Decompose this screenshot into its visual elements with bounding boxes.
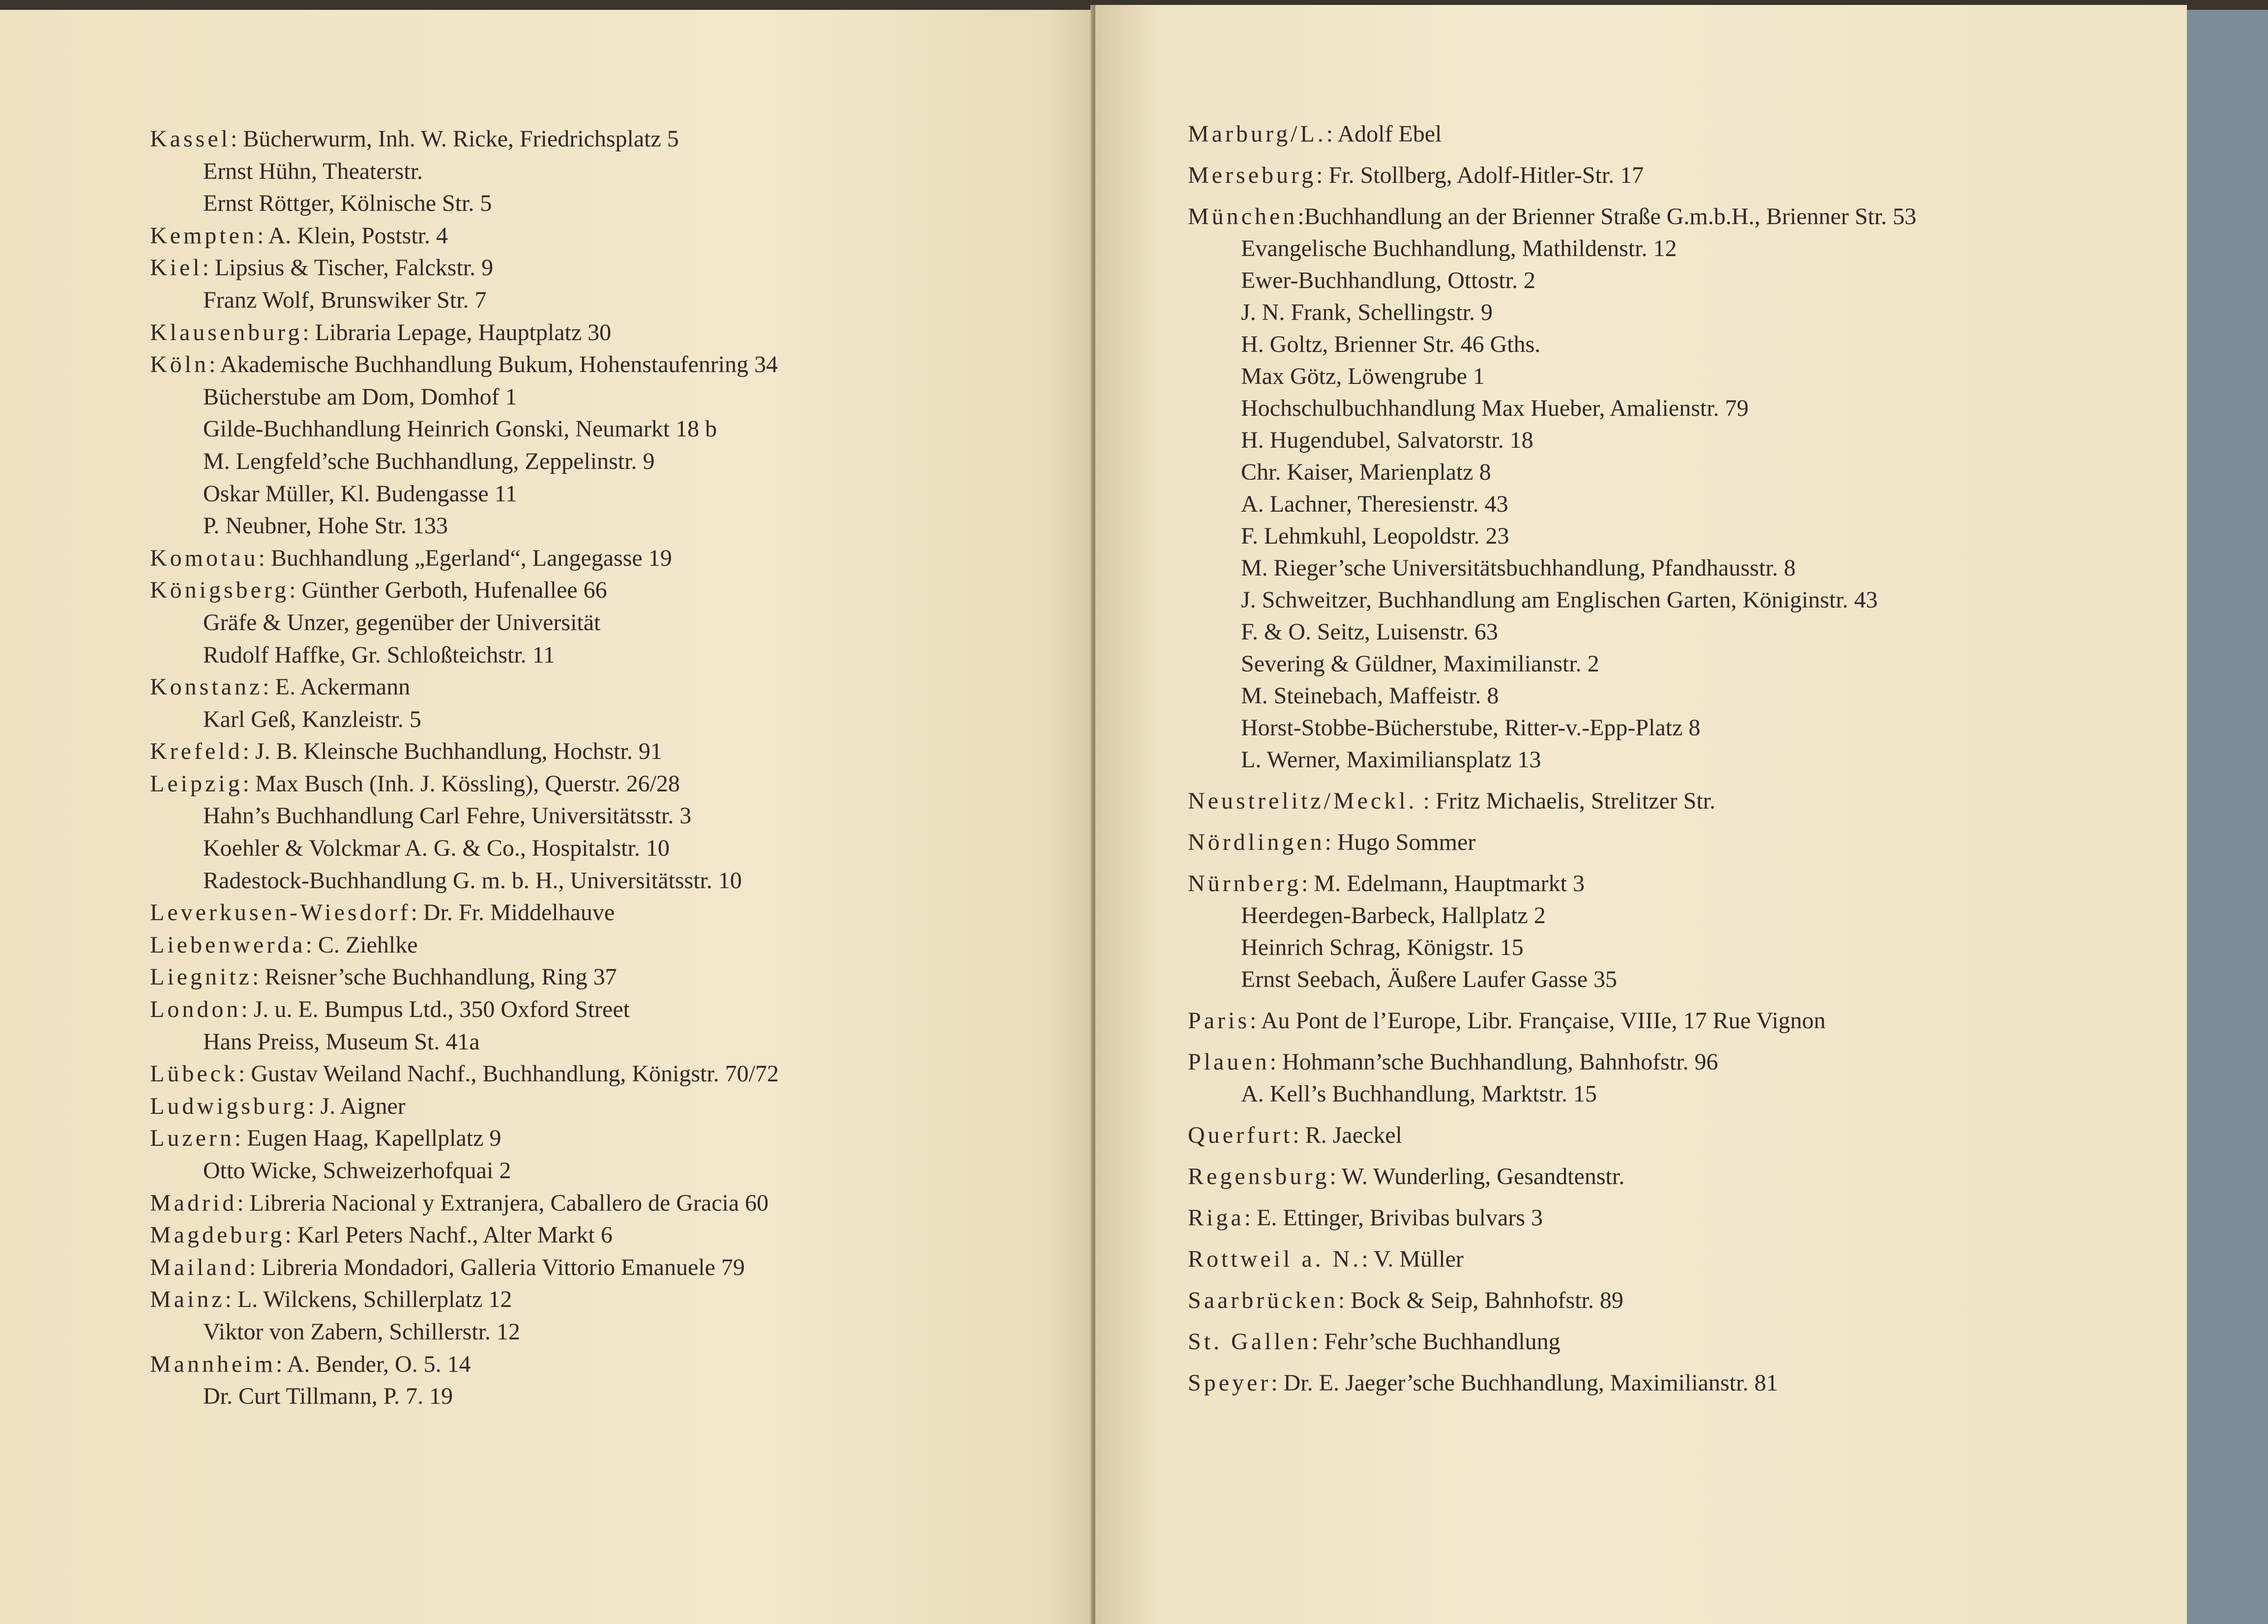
additional-shop: Ernst Seebach, Äußere Laufer Gasse 35 bbox=[1241, 966, 1618, 992]
shop-text: E. Ackermann bbox=[275, 674, 411, 700]
additional-shop: A. Lachner, Theresienstr. 43 bbox=[1241, 491, 1508, 517]
bookshop-entry bbox=[150, 574, 779, 671]
bookshop-entry bbox=[150, 897, 779, 929]
shop-text: Dr. Fr. Middelhauve bbox=[423, 899, 615, 926]
bookshop-entry bbox=[1188, 1046, 1916, 1110]
bookshop-entry bbox=[1188, 1243, 1916, 1275]
city-name: Speyer bbox=[1188, 1370, 1271, 1396]
city-name: Neustrelitz/Meckl. bbox=[1188, 788, 1417, 814]
entry-main-line bbox=[150, 1348, 779, 1381]
entry-main-line bbox=[1188, 1326, 1916, 1358]
city-name: Leverkusen-Wiesdorf bbox=[150, 899, 411, 926]
city-name: Plauen bbox=[1188, 1049, 1270, 1075]
shop-text: Libraria Lepage, Hauptplatz 30 bbox=[315, 319, 612, 346]
bookshop-entry bbox=[1188, 1284, 1916, 1316]
shop-text: Dr. E. Jaeger’sche Buchhandlung, Maximilianstr. 81 bbox=[1283, 1370, 1778, 1396]
entry-main-line bbox=[150, 123, 779, 155]
shop-text: A. Klein, Poststr. 4 bbox=[268, 222, 448, 249]
city-separator: : bbox=[1271, 1370, 1284, 1396]
entry-main-line bbox=[1188, 1202, 1916, 1234]
entry-main-line bbox=[1188, 826, 1916, 858]
city-separator: : bbox=[1329, 1163, 1342, 1189]
city-name: Paris bbox=[1188, 1008, 1250, 1034]
shop-text: Bock & Seip, Bahnhofstr. 89 bbox=[1351, 1287, 1623, 1313]
bookshop-entry bbox=[150, 735, 779, 768]
left-page bbox=[0, 10, 1092, 1624]
city-separator: : bbox=[249, 1254, 262, 1280]
shop-text: Günther Gerboth, Hufenallee 66 bbox=[301, 577, 607, 604]
additional-shop: H. Hugendubel, Salvatorstr. 18 bbox=[1241, 427, 1533, 453]
additional-shop: Heerdegen-Barbeck, Hallplatz 2 bbox=[1241, 902, 1546, 928]
additional-shop: Max Götz, Löwengrube 1 bbox=[1241, 363, 1485, 389]
additional-shop: Hahn’s Buchhandlung Carl Fehre, Universitätsstr. 3 bbox=[203, 803, 692, 829]
city-name: Rottweil a. N. bbox=[1188, 1246, 1362, 1272]
shop-text: Libreria Mondadori, Galleria Vittorio Emanuele 79 bbox=[262, 1254, 745, 1280]
additional-shop: F. & O. Seitz, Luisenstr. 63 bbox=[1241, 619, 1498, 645]
additional-shop: Severing & Güldner, Maximilianstr. 2 bbox=[1241, 651, 1599, 677]
additional-shop: M. Rieger’sche Universitätsbuchhandlung, Pfandhausstr. 8 bbox=[1241, 555, 1796, 581]
entry-main-line bbox=[150, 1283, 779, 1316]
city-separator: : bbox=[209, 351, 220, 378]
entry-main-line bbox=[150, 768, 779, 800]
entry-main-line bbox=[150, 1219, 779, 1251]
bookshop-entry bbox=[1188, 1160, 1916, 1192]
city-separator: : bbox=[1293, 1122, 1305, 1148]
additional-shop: M. Steinebach, Maffeistr. 8 bbox=[1241, 683, 1499, 709]
entry-main-line bbox=[1188, 785, 1916, 817]
bookshop-entry bbox=[150, 1187, 779, 1219]
city-name: Querfurt bbox=[1188, 1122, 1293, 1148]
additional-shop: Franz Wolf, Brunswiker Str. 7 bbox=[203, 287, 487, 313]
shop-text: Gustav Weiland Nachf., Buchhandlung, Königstr. 70/72 bbox=[251, 1061, 779, 1087]
bookshop-entry bbox=[150, 542, 779, 575]
shop-text: Fehr’sche Buchhandlung bbox=[1324, 1329, 1561, 1355]
city-name: Mannheim bbox=[150, 1351, 276, 1377]
city-name: Klausenburg bbox=[150, 319, 303, 346]
city-name: Komotau bbox=[150, 545, 259, 571]
bookshop-entry bbox=[150, 317, 779, 349]
city-name: München bbox=[1188, 203, 1298, 230]
additional-shop: Gilde-Buchhandlung Heinrich Gonski, Neumarkt 18 b bbox=[203, 416, 717, 442]
bookshop-entry bbox=[150, 1251, 779, 1284]
additional-shop: A. Kell’s Buchhandlung, Marktstr. 15 bbox=[1241, 1081, 1597, 1107]
city-separator: : bbox=[1269, 1049, 1282, 1075]
bookshop-entry bbox=[150, 1283, 779, 1348]
additional-shop: Ernst Röttger, Kölnische Str. 5 bbox=[203, 190, 492, 217]
entry-main-line bbox=[150, 1058, 779, 1090]
shop-text: R. Jaeckel bbox=[1305, 1122, 1402, 1148]
shop-text: A. Bender, O. 5. 14 bbox=[287, 1351, 471, 1377]
entry-main-line bbox=[1188, 1046, 1916, 1078]
entry-main-line bbox=[150, 1090, 779, 1123]
bookshop-entry bbox=[150, 1219, 779, 1251]
additional-shop: Rudolf Haffke, Gr. Schloßteichstr. 11 bbox=[203, 641, 555, 668]
right-page bbox=[1095, 5, 2187, 1624]
additional-shop: Gräfe & Unzer, gegenüber der Universität bbox=[203, 609, 601, 636]
city-name: Krefeld bbox=[150, 738, 243, 765]
shop-text: Karl Peters Nachf., Alter Markt 6 bbox=[297, 1222, 613, 1248]
shop-text: Max Busch (Inh. J. Kössling), Querstr. 26/28 bbox=[255, 770, 680, 797]
city-name: Merseburg bbox=[1188, 162, 1317, 188]
entry-main-line bbox=[150, 1251, 779, 1284]
shop-text: Buchhandlung „Egerland“, Langegasse 19 bbox=[270, 545, 672, 571]
bookshop-entry bbox=[150, 929, 779, 961]
bookshop-entry bbox=[1188, 1367, 1916, 1399]
city-separator: : bbox=[308, 1093, 321, 1119]
shop-text: Au Pont de l’Europe, Libr. Française, VIIIe, 17 Rue Vignon bbox=[1261, 1008, 1826, 1034]
shop-text: Eugen Haag, Kapellplatz 9 bbox=[247, 1125, 501, 1152]
shop-text: Fritz Michaelis, Strelitzer Str. bbox=[1435, 788, 1716, 814]
bookshop-entry bbox=[150, 1090, 779, 1123]
entry-main-line bbox=[150, 348, 779, 381]
shop-text: Hohmann’sche Buchhandlung, Bahnhofstr. 96 bbox=[1282, 1049, 1718, 1075]
additional-shop: Viktor von Zabern, Schillerstr. 12 bbox=[203, 1318, 520, 1345]
bookshop-entry bbox=[150, 993, 779, 1058]
book-cover-edge bbox=[2183, 10, 2268, 1624]
bookshop-entry bbox=[1188, 1005, 1916, 1037]
shop-text: J. B. Kleinsche Buchhandlung, Hochstr. 91 bbox=[255, 738, 662, 765]
entry-main-line bbox=[1188, 1367, 1916, 1399]
additional-shop: M. Lengfeld’sche Buchhandlung, Zeppelinstr. 9 bbox=[203, 448, 655, 474]
city-separator: : bbox=[263, 674, 275, 700]
city-name: Leipzig bbox=[150, 770, 243, 797]
city-separator: : bbox=[258, 545, 271, 571]
additional-shop: L. Werner, Maximiliansplatz 13 bbox=[1241, 747, 1541, 773]
city-name: Kiel bbox=[150, 255, 203, 281]
additional-shop: Heinrich Schrag, Königstr. 15 bbox=[1241, 934, 1524, 960]
entry-main-line bbox=[1188, 1243, 1916, 1275]
entry-main-line bbox=[150, 1122, 779, 1155]
shop-text: Reisner’sche Buchhandlung, Ring 37 bbox=[265, 964, 617, 990]
entry-main-line bbox=[150, 252, 779, 284]
bookshop-entry bbox=[150, 123, 779, 220]
entry-main-line bbox=[1188, 1160, 1916, 1192]
shop-text: Fr. Stollberg, Adolf-Hitler-Str. 17 bbox=[1328, 162, 1644, 188]
bookshop-entry bbox=[1188, 1326, 1916, 1358]
city-separator: : bbox=[305, 931, 318, 958]
city-separator: : bbox=[237, 1189, 250, 1216]
additional-shop: J. Schweitzer, Buchhandlung am Englischen Garten, Königinstr. 43 bbox=[1241, 587, 1878, 613]
entry-main-line bbox=[150, 574, 779, 607]
city-name: Liegnitz bbox=[150, 964, 252, 990]
entry-main-line bbox=[150, 317, 779, 349]
bookshop-entry bbox=[1188, 1202, 1916, 1234]
bookshop-entry bbox=[1188, 1119, 1916, 1151]
entry-main-line bbox=[150, 220, 779, 252]
entry-main-line bbox=[150, 897, 779, 929]
bookshop-entry bbox=[150, 1122, 779, 1187]
shop-text: E. Ettinger, Brivibas bulvars 3 bbox=[1257, 1205, 1543, 1231]
shop-text: V. Müller bbox=[1373, 1246, 1464, 1272]
bookshop-entry bbox=[150, 1348, 779, 1413]
city-separator: : bbox=[202, 255, 215, 281]
bookshop-entry bbox=[150, 1058, 779, 1090]
entry-main-line bbox=[1188, 201, 1916, 232]
additional-shop: P. Neubner, Hohe Str. 133 bbox=[203, 513, 448, 539]
city-name: Saarbrücken bbox=[1188, 1287, 1338, 1313]
city-separator: : bbox=[225, 1286, 237, 1313]
entry-main-line bbox=[150, 542, 779, 575]
shop-text: L. Wilckens, Schillerplatz 12 bbox=[237, 1286, 512, 1313]
city-separator: : bbox=[1311, 1329, 1325, 1355]
left-page-list bbox=[150, 123, 779, 1413]
entry-main-line bbox=[1188, 159, 1916, 191]
bookshop-entry bbox=[150, 252, 779, 316]
city-name: Kempten bbox=[150, 222, 257, 249]
additional-shop: F. Lehmkuhl, Leopoldstr. 23 bbox=[1241, 523, 1509, 549]
entry-main-line bbox=[1188, 1005, 1916, 1037]
additional-shop: Chr. Kaiser, Marienplatz 8 bbox=[1241, 459, 1491, 485]
shop-text: W. Wunderling, Gesandtenstr. bbox=[1341, 1163, 1625, 1189]
shop-text: Libreria Nacional y Extranjera, Caballero de Gracia 60 bbox=[249, 1189, 769, 1216]
city-name: Riga bbox=[1188, 1205, 1244, 1231]
bookshop-entry bbox=[1188, 201, 1916, 776]
city-name: Mainz bbox=[150, 1286, 225, 1313]
additional-shop: Karl Geß, Kanzleistr. 5 bbox=[203, 706, 421, 732]
additional-shop: Bücherstube am Dom, Domhof 1 bbox=[203, 383, 517, 410]
right-page-list bbox=[1188, 118, 1916, 1408]
shop-text: Bücherwurm, Inh. W. Ricke, Friedrichsplatz 5 bbox=[243, 126, 679, 152]
additional-shop: Horst-Stobbe-Bücherstube, Ritter-v.-Epp-Platz 8 bbox=[1241, 715, 1701, 741]
city-separator: : bbox=[1325, 829, 1337, 855]
shop-text: Buchhandlung an der Brienner Straße G.m.b.H., Brienner Str. 53 bbox=[1304, 203, 1916, 230]
city-name: Marburg/L. bbox=[1188, 121, 1326, 147]
bookshop-entry bbox=[150, 671, 779, 735]
additional-shop: Hans Preiss, Museum St. 41a bbox=[203, 1028, 480, 1055]
city-name: Liebenwerda bbox=[150, 931, 306, 958]
city-name: Regensburg bbox=[1188, 1163, 1330, 1189]
city-separator: : bbox=[1301, 870, 1314, 897]
shop-text: Akademische Buchhandlung Bukum, Hohenstaufenring 34 bbox=[220, 351, 778, 378]
entry-main-line bbox=[150, 929, 779, 961]
city-separator: : bbox=[275, 1351, 287, 1377]
shop-text: J. u. E. Bumpus Ltd., 350 Oxford Street bbox=[253, 996, 630, 1023]
city-separator: : bbox=[252, 964, 265, 990]
city-name: Madrid bbox=[150, 1189, 237, 1216]
city-name: London bbox=[150, 996, 241, 1023]
city-name: Luzern bbox=[150, 1125, 235, 1152]
bookshop-entry bbox=[1188, 785, 1916, 817]
city-separator: : bbox=[234, 1125, 247, 1152]
city-separator: : bbox=[289, 577, 302, 604]
shop-text: Hugo Sommer bbox=[1337, 829, 1476, 855]
entry-main-line bbox=[1188, 1119, 1916, 1151]
city-separator: : bbox=[242, 770, 255, 797]
shop-text: M. Edelmann, Hauptmarkt 3 bbox=[1314, 870, 1585, 897]
city-separator: : bbox=[1361, 1246, 1374, 1272]
city-name: Kassel bbox=[150, 126, 231, 152]
additional-shop: J. N. Frank, Schellingstr. 9 bbox=[1241, 299, 1493, 325]
entry-main-line bbox=[150, 671, 779, 703]
city-separator: : bbox=[1297, 203, 1304, 230]
additional-shop: Dr. Curt Tillmann, P. 7. 19 bbox=[203, 1383, 453, 1410]
city-name: Ludwigsburg bbox=[150, 1093, 308, 1119]
city-separator: : bbox=[242, 738, 255, 765]
shop-text: J. Aigner bbox=[320, 1093, 406, 1119]
additional-shop: Radestock-Buchhandlung G. m. b. H., Universitätsstr. 10 bbox=[203, 867, 742, 894]
additional-shop: Ernst Hühn, Theaterstr. bbox=[203, 158, 423, 184]
additional-shop: Ewer-Buchhandlung, Ottostr. 2 bbox=[1241, 267, 1535, 293]
city-separator: : bbox=[302, 319, 315, 346]
bookshop-entry bbox=[150, 348, 779, 542]
bookshop-entry bbox=[150, 768, 779, 897]
additional-shop: Koehler & Volckmar A. G. & Co., Hospitalstr. 10 bbox=[203, 835, 670, 862]
entry-main-line bbox=[1188, 868, 1916, 899]
bookshop-entry bbox=[1188, 868, 1916, 995]
shop-text: C. Ziehlke bbox=[318, 931, 418, 958]
city-name: Magdeburg bbox=[150, 1222, 285, 1248]
shop-text: Lipsius & Tischer, Falckstr. 9 bbox=[214, 255, 494, 281]
bookshop-entry bbox=[1188, 118, 1916, 150]
additional-shop: Otto Wicke, Schweizerhofquai 2 bbox=[203, 1158, 511, 1184]
additional-shop: Evangelische Buchhandlung, Mathildenstr. 12 bbox=[1241, 235, 1677, 261]
city-separator: : bbox=[1338, 1287, 1351, 1313]
city-name: Lübeck bbox=[150, 1061, 238, 1087]
entry-main-line bbox=[150, 735, 779, 768]
bookshop-entry bbox=[1188, 826, 1916, 858]
city-separator: : bbox=[1326, 121, 1338, 147]
entry-main-line bbox=[1188, 118, 1916, 150]
city-name: St. Gallen bbox=[1188, 1329, 1312, 1355]
shop-text: Adolf Ebel bbox=[1337, 121, 1442, 147]
city-name: Nürnberg bbox=[1188, 870, 1302, 897]
city-separator: : bbox=[241, 996, 254, 1023]
bookshop-entry bbox=[150, 961, 779, 993]
additional-shop: Oskar Müller, Kl. Budengasse 11 bbox=[203, 480, 517, 507]
entry-main-line bbox=[150, 1187, 779, 1219]
city-separator: : bbox=[1316, 162, 1329, 188]
city-separator: : bbox=[411, 899, 423, 926]
city-separator: : bbox=[230, 126, 243, 152]
city-separator: : bbox=[257, 222, 268, 249]
city-name: Köln bbox=[150, 351, 209, 378]
additional-shop: Hochschulbuchhandlung Max Hueber, Amalienstr. 79 bbox=[1241, 395, 1749, 421]
entry-main-line bbox=[1188, 1284, 1916, 1316]
city-separator: : bbox=[285, 1222, 297, 1248]
city-separator: : bbox=[1244, 1205, 1257, 1231]
city-separator: : bbox=[238, 1061, 251, 1087]
city-name: Mailand bbox=[150, 1254, 249, 1280]
city-separator: : bbox=[1250, 1008, 1261, 1034]
bookshop-entry bbox=[1188, 159, 1916, 191]
entry-main-line bbox=[150, 961, 779, 993]
city-name: Königsberg bbox=[150, 577, 290, 604]
city-name: Konstanz bbox=[150, 674, 263, 700]
bookshop-entry bbox=[150, 220, 779, 252]
additional-shop: H. Goltz, Brienner Str. 46 Gths. bbox=[1241, 331, 1541, 357]
city-name: Nördlingen bbox=[1188, 829, 1325, 855]
entry-main-line bbox=[150, 993, 779, 1026]
city-separator: : bbox=[1417, 788, 1436, 814]
